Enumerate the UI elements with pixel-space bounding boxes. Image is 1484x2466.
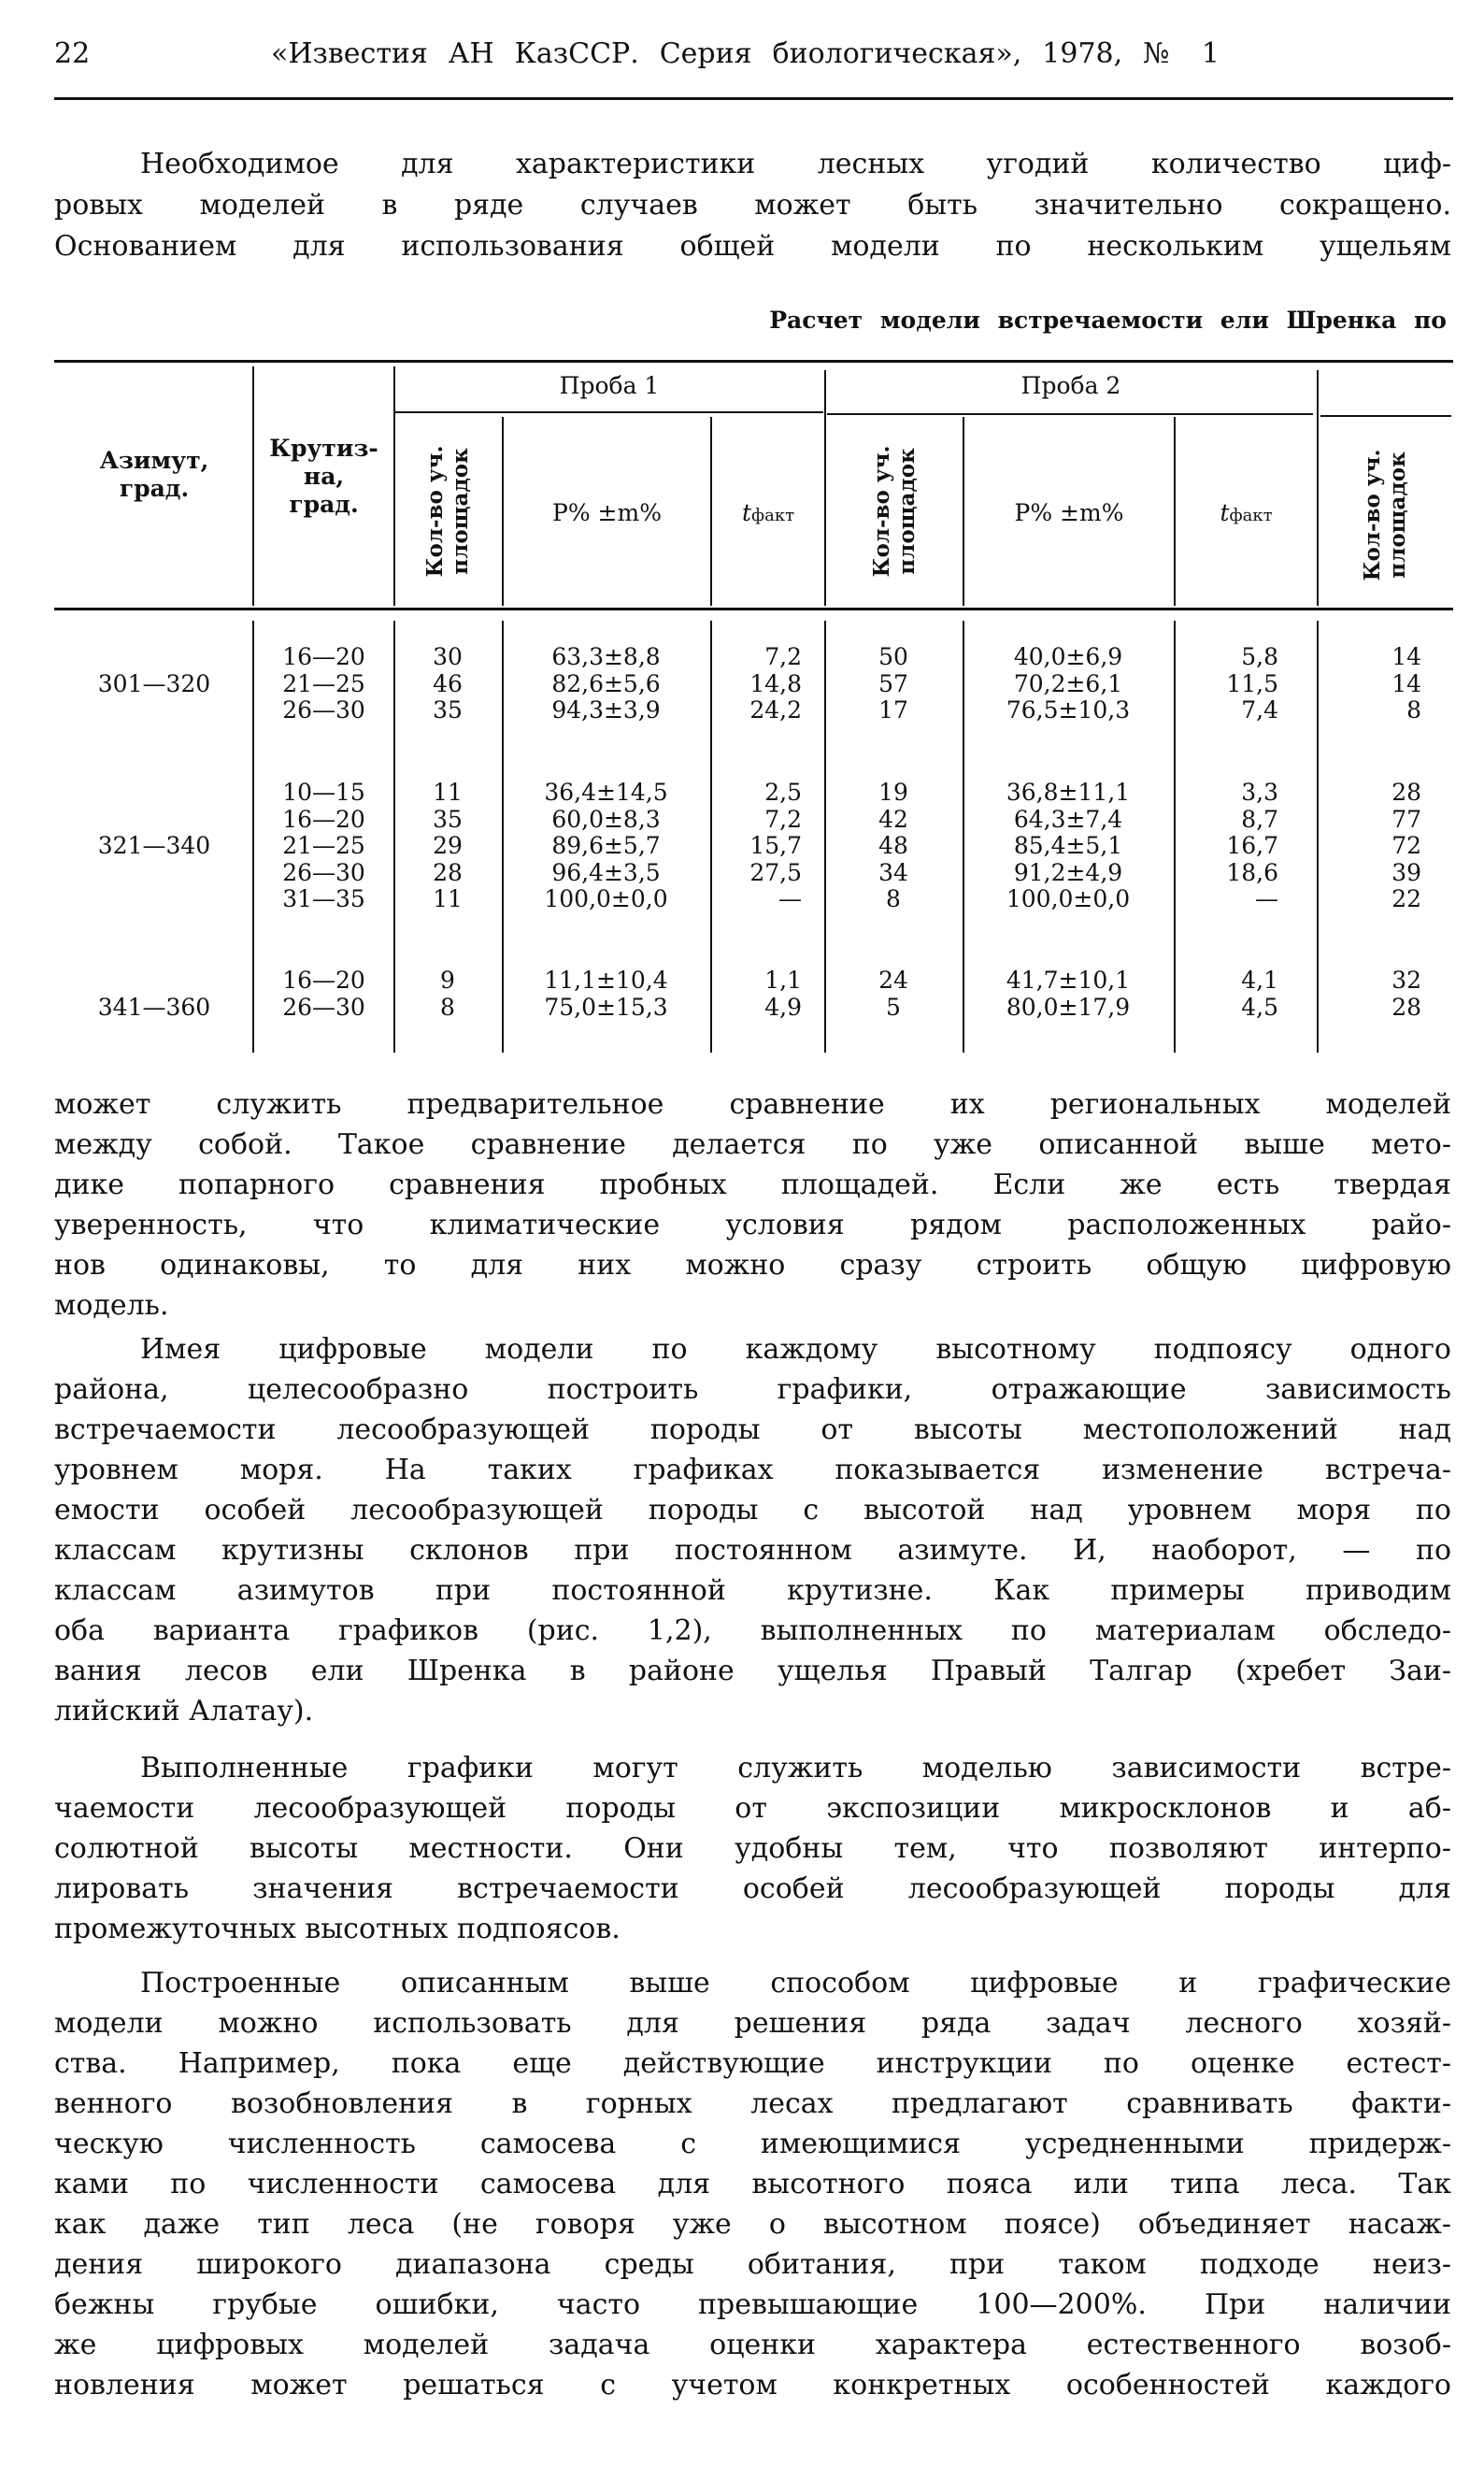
text-line: лировать значения встречаемости особей лесообразующей породы для	[54, 1872, 1451, 1905]
header-text: Азимут,	[99, 447, 209, 474]
cell-t-fact-sample-2: 11,5	[1226, 669, 1278, 697]
text-line: чаемости лесообразующей породы от экспозиции микросклонов и аб-	[54, 1792, 1451, 1825]
text-line: дике попарного сравнения пробных площадей. Если же есть твердая	[54, 1168, 1451, 1201]
cell-count-sample-1: 9	[440, 967, 455, 994]
cell-p-m-sample-1: 36,4±14,5	[544, 779, 668, 806]
text-line: ками по численности самосева для высотного пояса или типа леса. Так	[54, 2168, 1451, 2201]
cell-t-fact-sample-1: 15,7	[749, 832, 802, 859]
cell-p-m-sample-2: 80,0±17,9	[1006, 993, 1131, 1021]
header-p-m-sample-1: P% ±m%	[552, 499, 662, 526]
cell-count-column-3: 77	[1391, 805, 1421, 833]
text-line: новления может решаться с учетом конкретных особенностей каждого	[54, 2369, 1451, 2401]
cell-steepness: 26—30	[282, 993, 365, 1021]
cell-azimuth: 321—340	[97, 832, 211, 859]
text-line: промежуточных высотных подпоясов.	[54, 1913, 621, 1945]
cell-count-column-3: 8	[1406, 696, 1421, 724]
cell-steepness: 21—25	[282, 669, 365, 697]
text-line: уверенность, что климатические условия рядом расположенных райо-	[54, 1209, 1451, 1241]
t-symbol: t	[1220, 499, 1230, 526]
cell-azimuth: 301—320	[97, 669, 211, 697]
column-divider	[1317, 370, 1319, 606]
running-title: «Известия АН КазССР. Серия биологическая», 1978, № 1	[271, 37, 1220, 70]
cell-p-m-sample-1: 75,0±15,3	[544, 993, 668, 1021]
text-line: уровнем моря. На таких графиках показывается изменение встреча-	[54, 1454, 1451, 1486]
t-subscript: факт	[751, 506, 795, 525]
header-text: Кол-во уч.	[1360, 449, 1385, 581]
text-line: района, целесообразно построить графики, отражающие зависимость	[54, 1373, 1451, 1406]
text-line: классам крутизны склонов при постоянном азимуте. И, наоборот, — по	[54, 1534, 1451, 1567]
cell-azimuth: 341—360	[97, 993, 211, 1021]
text-line: Выполненные графики могут служить моделью зависимости встре-	[140, 1752, 1451, 1785]
header-text: град.	[119, 475, 190, 502]
header-text: град.	[289, 491, 359, 518]
cell-count-sample-2: 8	[886, 885, 901, 912]
cell-p-m-sample-2: 100,0±0,0	[1006, 885, 1131, 912]
cell-p-m-sample-1: 82,6±5,6	[551, 669, 661, 697]
header-text: Кол-во уч.	[422, 445, 448, 578]
cell-t-fact-sample-1: —	[778, 885, 802, 912]
cell-count-column-3: 14	[1391, 669, 1421, 697]
text-line: модели можно использовать для решения ряда задач лесного хозяй-	[54, 2007, 1451, 2040]
text-line: может служить предварительное сравнение их региональных моделей	[54, 1088, 1451, 1121]
text-line: встречаемости лесообразующей породы от высоты местоположений над	[54, 1413, 1451, 1446]
cell-p-m-sample-2: 41,7±10,1	[1006, 967, 1131, 994]
header-text: площадок	[448, 448, 473, 575]
cell-t-fact-sample-2: 16,7	[1226, 832, 1278, 859]
header-text: Кол-во уч.	[869, 445, 894, 578]
text-line: как даже тип леса (не говоря уже о высотном поясе) объединяет насаж-	[54, 2208, 1451, 2241]
cell-steepness: 10—15	[282, 779, 365, 806]
cell-count-sample-2: 57	[878, 669, 908, 697]
text-line: классам азимутов при постоянной крутизне. Как примеры приводим	[54, 1574, 1451, 1607]
t-symbol: t	[741, 499, 751, 526]
text-line: Построенные описанным выше способом цифровые и графические	[140, 1967, 1451, 2000]
header-count-sample-1	[422, 404, 473, 619]
table-top-rule	[54, 360, 1453, 363]
cell-t-fact-sample-2: 18,6	[1226, 858, 1278, 886]
t-subscript: факт	[1229, 506, 1273, 525]
cell-t-fact-sample-1: 4,9	[764, 993, 802, 1021]
header-rule	[54, 97, 1453, 100]
header-sample-2: Проба 2	[1020, 372, 1121, 399]
header-text: на,	[303, 463, 345, 490]
text-line: между собой. Такое сравнение делается по уже описанной выше мето-	[54, 1128, 1451, 1161]
cell-p-m-sample-1: 94,3±3,9	[551, 696, 661, 724]
cell-count-sample-2: 24	[878, 967, 908, 994]
text-line: Имея цифровые модели по каждому высотному подпоясу одного	[140, 1333, 1451, 1366]
cell-count-column-3: 28	[1391, 993, 1421, 1021]
cell-p-m-sample-1: 11,1±10,4	[544, 967, 668, 994]
cell-t-fact-sample-1: 7,2	[764, 805, 802, 833]
text-line: солютной высоты местности. Они удобны тем, что позволяют интерпо-	[54, 1832, 1451, 1865]
text-line: вания лесов ели Шренка в районе ущелья Правый Талгар (хребет Заи-	[54, 1655, 1451, 1687]
cell-count-sample-1: 11	[433, 779, 463, 806]
header-t-fact-sample-2	[1176, 499, 1317, 530]
cell-steepness: 16—20	[282, 967, 365, 994]
header-sample-1: Проба 1	[559, 372, 660, 399]
cell-t-fact-sample-1: 1,1	[764, 967, 802, 994]
header-text: площадок	[894, 448, 920, 575]
text-line: ства. Например, пока еще действующие инструкции по оценке естест-	[54, 2047, 1451, 2080]
cell-t-fact-sample-2: 4,5	[1241, 993, 1278, 1021]
cell-count-column-3: 14	[1391, 643, 1421, 670]
header-text: площадок	[1385, 452, 1410, 579]
cell-p-m-sample-2: 85,4±5,1	[1013, 832, 1123, 859]
header-t-fact-sample-1	[712, 499, 824, 530]
cell-count-column-3: 72	[1391, 832, 1421, 859]
cell-steepness: 26—30	[282, 696, 365, 724]
text-line: оба варианта графиков (рис. 1,2), выполненных по материалам обследо-	[54, 1614, 1451, 1647]
cell-count-sample-2: 19	[878, 779, 908, 806]
cell-count-sample-1: 35	[433, 696, 463, 724]
column-divider	[824, 370, 826, 606]
text-line: ческую численность самосева с имеющимися усредненными придерж-	[54, 2128, 1451, 2160]
cell-count-sample-2: 50	[878, 643, 908, 670]
header-bottom-rule	[54, 608, 1453, 610]
cell-count-sample-2: 34	[878, 858, 908, 886]
cell-steepness: 31—35	[282, 885, 365, 912]
text-line: венного возобновления в горных лесах предлагают сравнивать факти-	[54, 2087, 1451, 2120]
cell-count-column-3: 32	[1391, 967, 1421, 994]
cell-p-m-sample-2: 91,2±4,9	[1013, 858, 1123, 886]
cell-t-fact-sample-2: 3,3	[1241, 779, 1278, 806]
cell-steepness: 26—30	[282, 858, 365, 886]
text-line: же цифровых моделей задача оценки характера естественного возоб-	[54, 2329, 1451, 2361]
cell-steepness: 16—20	[282, 643, 365, 670]
text-line: модель.	[54, 1289, 169, 1322]
cell-t-fact-sample-1: 7,2	[764, 643, 802, 670]
cell-count-sample-1: 11	[433, 885, 463, 912]
header-azimuth	[56, 447, 252, 503]
text-line: Необходимое для характеристики лесных угодий количество циф-	[140, 148, 1451, 180]
cell-p-m-sample-2: 64,3±7,4	[1013, 805, 1123, 833]
cell-t-fact-sample-1: 14,8	[749, 669, 802, 697]
cell-p-m-sample-2: 70,2±6,1	[1013, 669, 1123, 697]
text-line: Основанием для использования общей модели по нескольким ущельям	[54, 230, 1451, 263]
cell-count-column-3: 22	[1391, 885, 1421, 912]
cell-p-m-sample-2: 36,8±11,1	[1006, 779, 1131, 806]
cell-p-m-sample-1: 60,0±8,3	[551, 805, 661, 833]
cell-count-sample-1: 30	[433, 643, 463, 670]
cell-steepness: 21—25	[282, 832, 365, 859]
table-title: Расчет модели встречаемости ели Шренка по	[769, 307, 1447, 334]
text-line: лийский Алатау).	[54, 1695, 314, 1728]
cell-t-fact-sample-1: 2,5	[764, 779, 802, 806]
cell-p-m-sample-2: 40,0±6,9	[1013, 643, 1123, 670]
cell-t-fact-sample-2: —	[1255, 885, 1278, 912]
cell-t-fact-sample-2: 5,8	[1241, 643, 1278, 670]
cell-p-m-sample-2: 76,5±10,3	[1006, 696, 1131, 724]
column-divider	[393, 366, 395, 606]
text-line: бежны грубые ошибки, часто превышающие 100—200%. При наличии	[54, 2288, 1451, 2321]
header-steepness	[254, 435, 393, 519]
header-count-sample-2	[869, 404, 920, 619]
cell-count-sample-2: 42	[878, 805, 908, 833]
cell-count-sample-1: 8	[440, 993, 455, 1021]
page-number: 22	[54, 37, 91, 70]
text-line: дения широкого диапазона среды обитания, при таком подходе неиз-	[54, 2248, 1451, 2281]
cell-t-fact-sample-2: 4,1	[1241, 967, 1278, 994]
cell-count-sample-1: 35	[433, 805, 463, 833]
cell-t-fact-sample-2: 7,4	[1241, 696, 1278, 724]
cell-count-sample-1: 46	[433, 669, 463, 697]
cell-count-column-3: 28	[1391, 779, 1421, 806]
header-p-m-sample-2: P% ±m%	[1014, 499, 1124, 526]
cell-t-fact-sample-2: 8,7	[1241, 805, 1278, 833]
cell-count-sample-2: 48	[878, 832, 908, 859]
text-line: емости особей лесообразующей породы с высотой над уровнем моря по	[54, 1494, 1451, 1527]
cell-count-sample-2: 5	[886, 993, 901, 1021]
cell-p-m-sample-1: 89,6±5,7	[551, 832, 661, 859]
cell-count-sample-1: 29	[433, 832, 463, 859]
cell-count-column-3: 39	[1391, 858, 1421, 886]
cell-count-sample-1: 28	[433, 858, 463, 886]
cell-t-fact-sample-1: 24,2	[749, 696, 802, 724]
header-text: Крутиз-	[269, 435, 378, 462]
cell-t-fact-sample-1: 27,5	[749, 858, 802, 886]
cell-p-m-sample-1: 63,3±8,8	[551, 643, 661, 670]
text-line: ровых моделей в ряде случаев может быть значительно сокращено.	[54, 189, 1451, 222]
cell-p-m-sample-1: 96,4±3,5	[551, 858, 661, 886]
cell-p-m-sample-1: 100,0±0,0	[544, 885, 668, 912]
header-count-column-3	[1360, 408, 1410, 623]
text-line: нов одинаковы, то для них можно сразу строить общую цифровую	[54, 1249, 1451, 1282]
cell-count-sample-2: 17	[878, 696, 908, 724]
cell-steepness: 16—20	[282, 805, 365, 833]
